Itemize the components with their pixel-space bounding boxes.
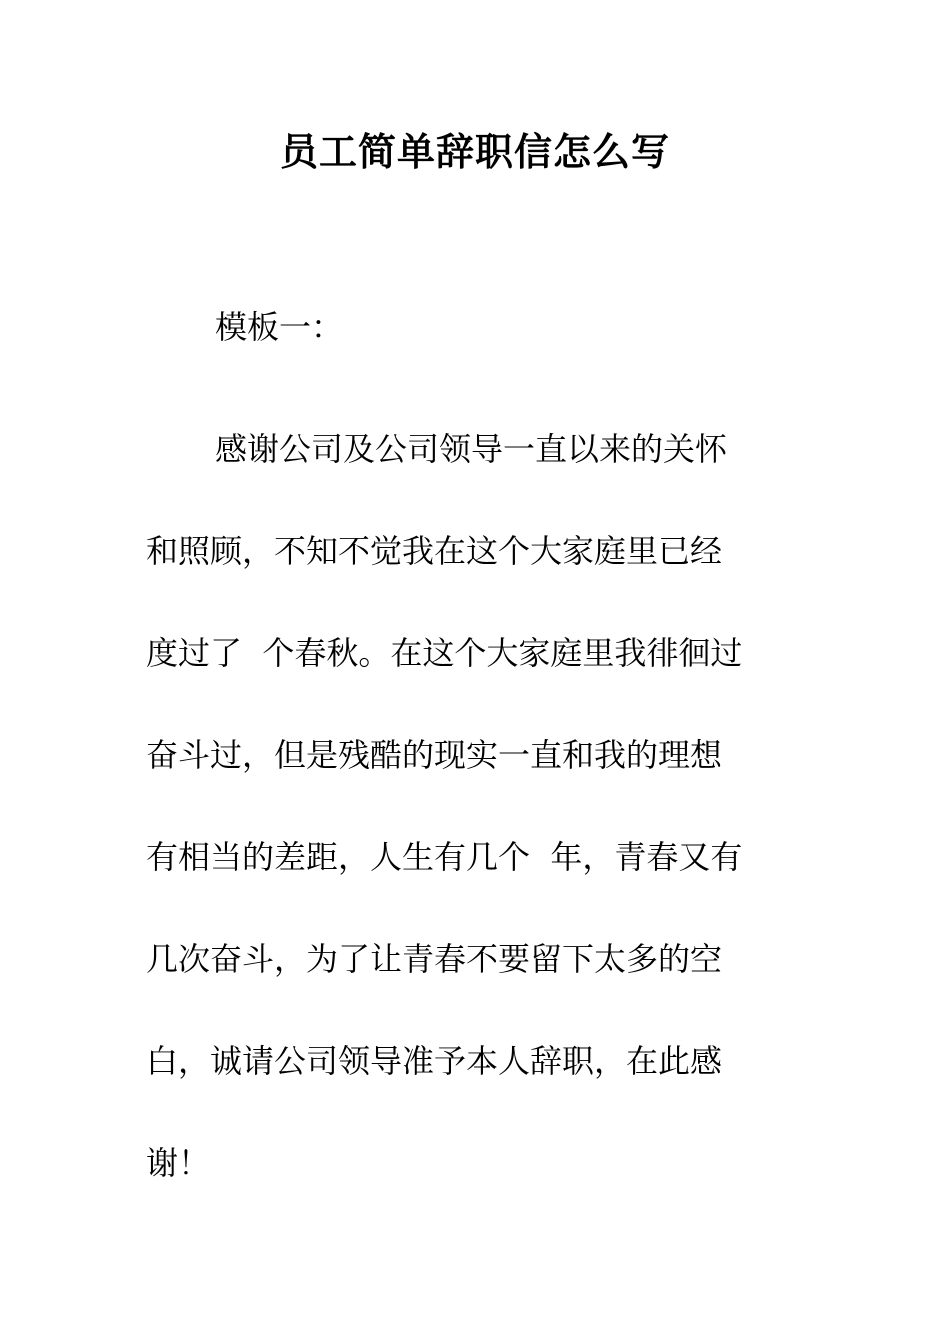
paragraph-line: 白，诚请公司领导准予本人辞职，在此感 xyxy=(146,1042,723,1080)
paragraph-line: 谢！ xyxy=(146,1144,211,1182)
paragraph-line: 奋斗过，但是残酷的现实一直和我的理想 xyxy=(146,736,723,774)
section-label: 模板一： xyxy=(215,308,344,346)
paragraph-line: 度过了 个春秋。在这个大家庭里我徘徊过 xyxy=(146,634,743,672)
paragraph-line: 和照顾，不知不觉我在这个大家庭里已经 xyxy=(146,532,723,570)
paragraph-line: 感谢公司及公司领导一直以来的关怀 xyxy=(215,430,728,468)
paragraph-line: 有相当的差距，人生有几个 年，青春又有 xyxy=(146,838,743,876)
paragraph-line: 几次奋斗，为了让青春不要留下太多的空 xyxy=(146,940,723,978)
document-title: 员工简单辞职信怎么写 xyxy=(279,129,670,174)
letter-paragraph xyxy=(146,398,806,1214)
